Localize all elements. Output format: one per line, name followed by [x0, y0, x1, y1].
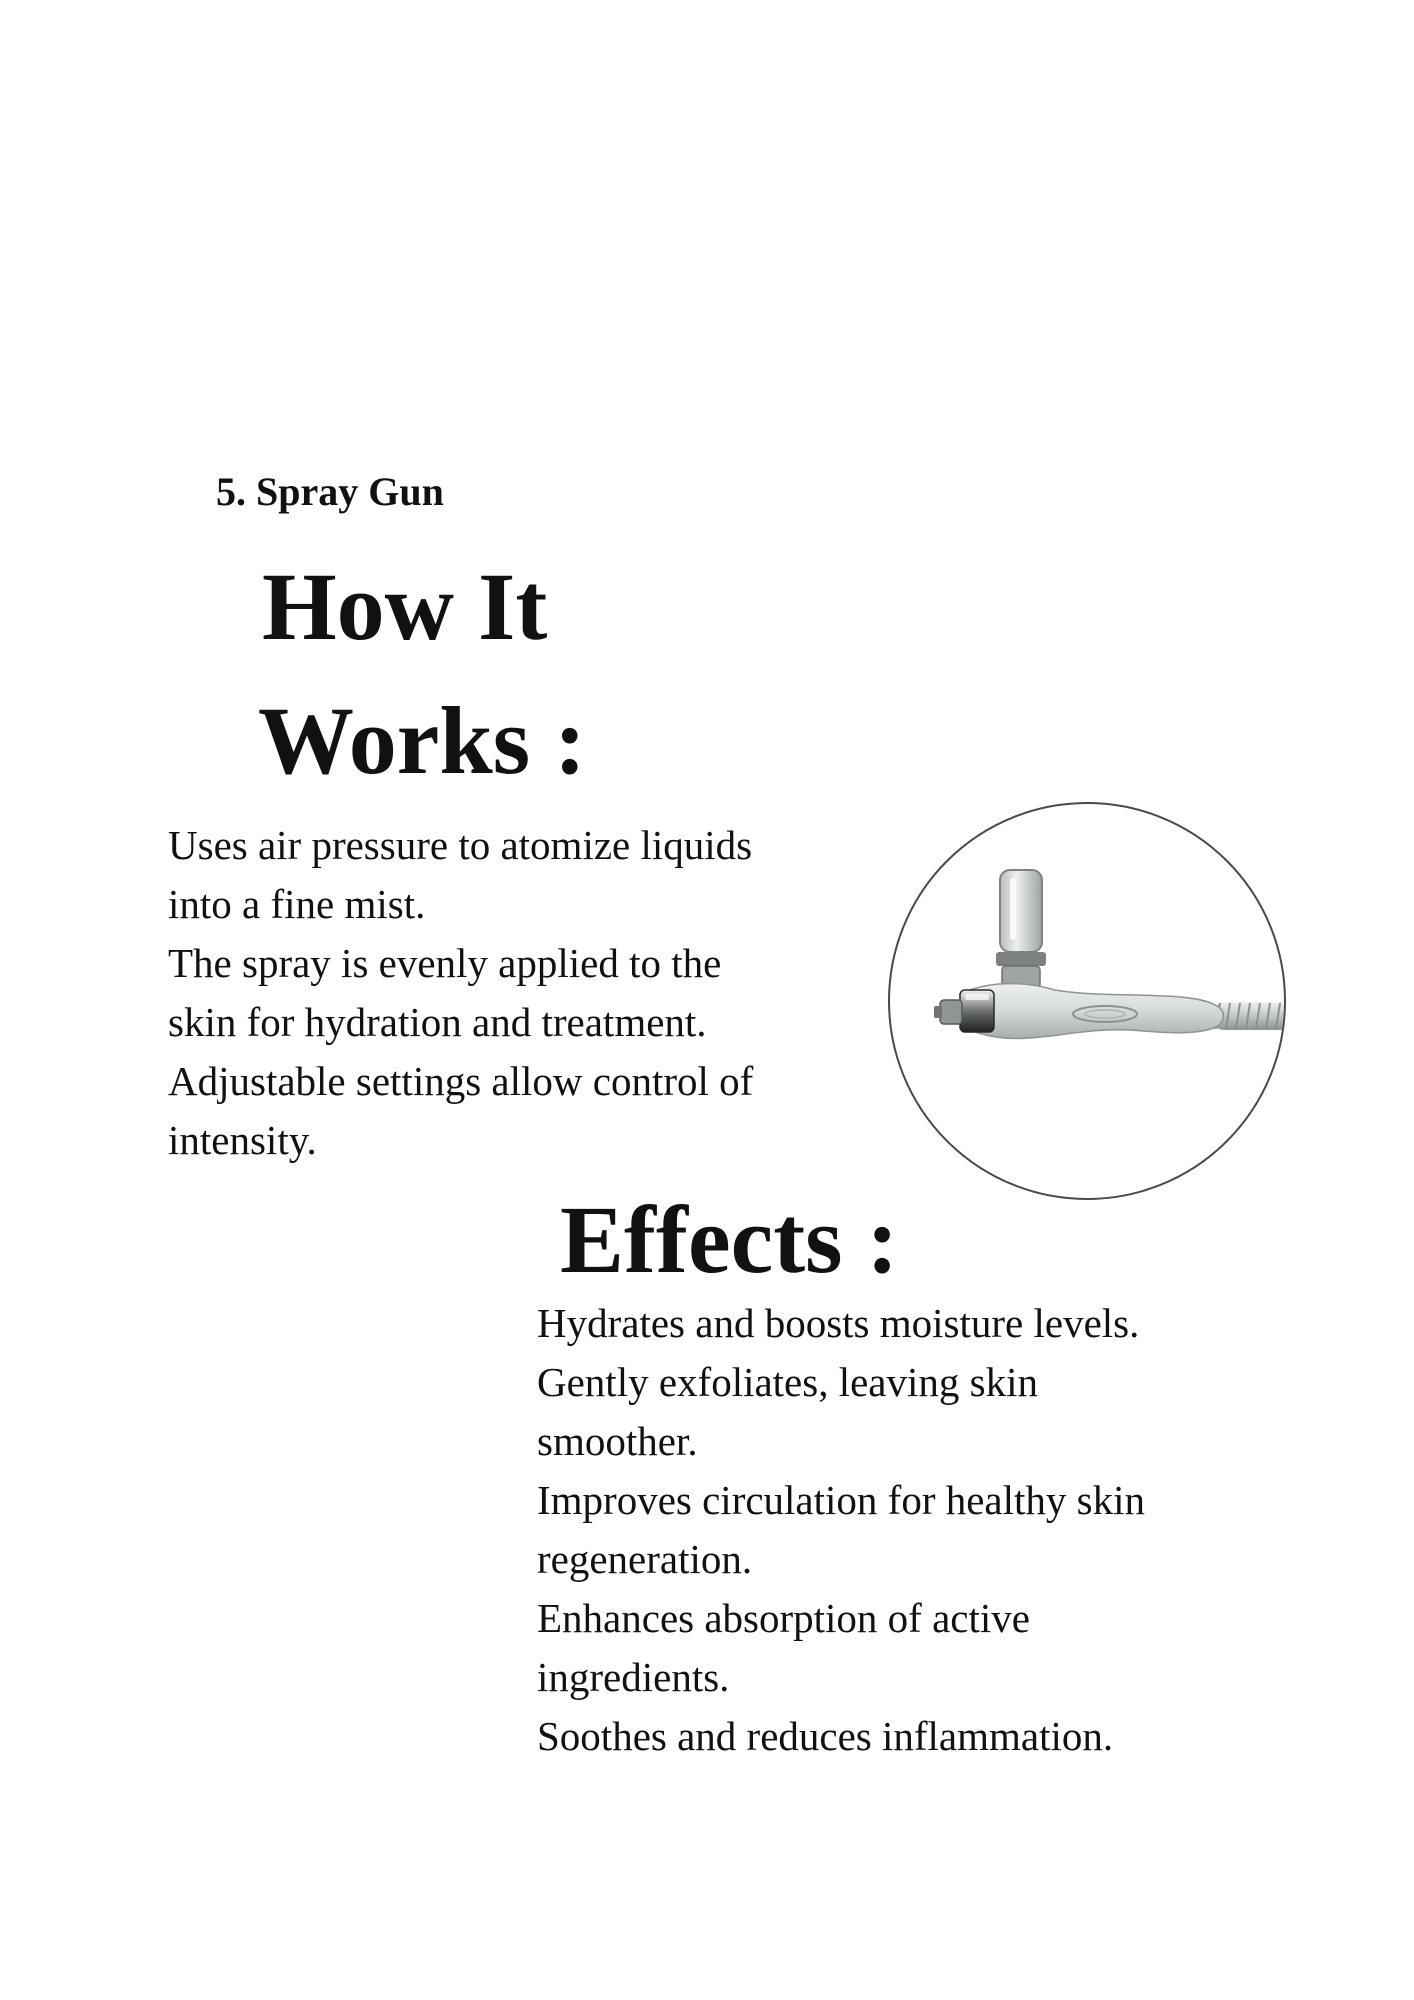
- spray-gun-icon: [890, 804, 1284, 1198]
- effects-line: Hydrates and boosts moisture levels.: [537, 1300, 1140, 1346]
- how-it-works-line: intensity.: [168, 1117, 317, 1163]
- how-it-works-line: Uses air pressure to atomize liquids: [168, 822, 753, 868]
- effects-line: ingredients.: [537, 1654, 730, 1700]
- section-title: 5. Spray Gun: [216, 469, 444, 514]
- effects-line: Improves circulation for healthy skin: [537, 1477, 1145, 1523]
- how-it-works-heading-line-1: How It: [262, 553, 548, 660]
- effects-line: regeneration.: [537, 1536, 753, 1582]
- spray-gun-image-frame: [888, 802, 1286, 1200]
- effects-heading: Effects :: [560, 1186, 899, 1293]
- effects-line: smoother.: [537, 1418, 698, 1464]
- how-it-works-heading: [258, 540, 587, 808]
- how-it-works-heading-line-2: Works :: [258, 687, 587, 794]
- how-it-works-line: Adjustable settings allow control of: [168, 1058, 754, 1104]
- how-it-works-line: The spray is evenly applied to the: [168, 940, 722, 986]
- how-it-works-line: into a fine mist.: [168, 881, 426, 927]
- effects-line: Enhances absorption of active: [537, 1595, 1030, 1641]
- effects-line: Soothes and reduces inflammation.: [537, 1713, 1114, 1759]
- effects-line: Gently exfoliates, leaving skin: [537, 1359, 1038, 1405]
- effects-list: [537, 1294, 1257, 1766]
- how-it-works-description: [168, 816, 868, 1170]
- how-it-works-line: skin for hydration and treatment.: [168, 999, 707, 1045]
